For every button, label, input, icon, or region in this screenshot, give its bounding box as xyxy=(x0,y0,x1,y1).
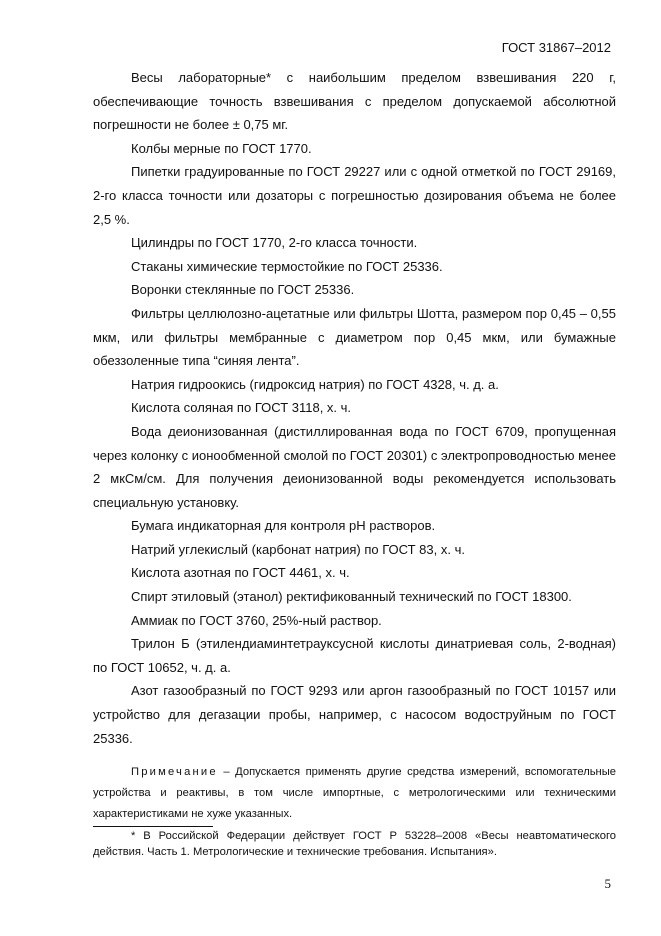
page-number: 5 xyxy=(604,876,611,891)
paragraph-nitrogen: Азот газообразный по ГОСТ 9293 или аргон газообразный по ГОСТ 10157 или устройство для дегазации пробы, например, с насосом водоструйным по ГОСТ 25336. xyxy=(93,683,616,746)
paragraph-filters: Фильтры целлюлозно-ацетатные или фильтры Шотта, размером пор 0,45 – 0,55 мкм, или фильтры мембранные с диаметром пор 0,45 мкм, или бумажные обеззоленные типа “синяя лента”. xyxy=(93,305,616,369)
note xyxy=(93,762,616,825)
paragraph-ethanol: Спирт этиловый (этанол) ректификованный технический по ГОСТ 18300. xyxy=(131,589,572,605)
paragraph-nitric-acid: Кислота азотная по ГОСТ 4461, х. ч. xyxy=(131,565,350,581)
paragraph-trilon: Трилон Б (этилендиаминтетрауксусной кислоты динатриевая соль, 2-водная) по ГОСТ 10652, ч. д. а. xyxy=(93,636,616,675)
paragraph-sodium-carbonate: Натрий углекислый (карбонат натрия) по ГОСТ 83, х. ч. xyxy=(131,541,465,557)
body-text xyxy=(93,66,616,825)
note-text: – Допускается применять другие средства измерений, вспомогательные устройства и реактивы, в том числе импортные, с метрологическими или техническими характеристиками не хуже указанных. xyxy=(93,766,616,821)
paragraph-sodium-hydroxide: Натрия гидроокись (гидроксид натрия) по ГОСТ 4328, ч. д. а. xyxy=(131,376,499,392)
note-label: Примечание xyxy=(131,766,218,779)
paragraph-cylinders: Цилиндры по ГОСТ 1770, 2-го класса точности. xyxy=(131,235,418,251)
paragraph-pipettes: Пипетки градуированные по ГОСТ 29227 или с одной отметкой по ГОСТ 29169, 2-го класса точности или дозаторы с погрешностью дозирования объема не более 2,5 %. xyxy=(93,164,616,227)
document-code: ГОСТ 31867–2012 xyxy=(501,40,611,55)
paragraph-scales: Весы лабораторные* с наибольшим пределом взвешивания 220 г, обеспечивающие точность взвешивания с пределом допускаемой абсолютной погрешности не более ± 0,75 мг. xyxy=(93,70,616,133)
footnote: * В Российской Федерации действует ГОСТ Р 53228–2008 «Весы неавтоматического действия. Часть 1. Метрологические и технические требования. Испытания». xyxy=(93,830,616,858)
paragraph-indicator-paper: Бумага индикаторная для контроля pH растворов. xyxy=(131,518,436,534)
paragraph-hydrochloric-acid: Кислота соляная по ГОСТ 3118, х. ч. xyxy=(131,400,352,416)
paragraph-deionized-water: Вода деионизованная (дистиллированная вода по ГОСТ 6709, пропущенная через колонку с ионообменной смолой по ГОСТ 20301) с электропроводностью менее 2 мкСм/см. Для получения деионизованной воды рекомендуется использовать специальную установку. xyxy=(93,423,616,510)
paragraph-beakers: Стаканы химические термостойкие по ГОСТ 25336. xyxy=(131,258,443,274)
paragraph-ammonia: Аммиак по ГОСТ 3760, 25%-ный раствор. xyxy=(131,612,382,628)
paragraph-funnels: Воронки стеклянные по ГОСТ 25336. xyxy=(131,282,355,298)
paragraph-flasks: Колбы мерные по ГОСТ 1770. xyxy=(131,140,312,156)
footnote-separator xyxy=(93,826,213,827)
